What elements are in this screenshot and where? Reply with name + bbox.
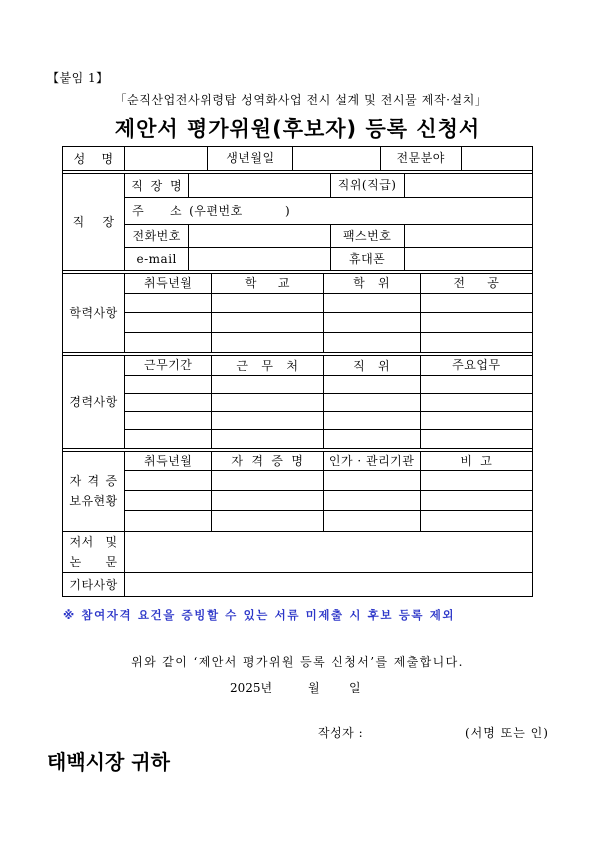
phone-row — [63, 225, 532, 248]
recipient: 태백시장 귀하 — [47, 750, 170, 774]
career-cell — [212, 430, 323, 448]
career-row — [63, 394, 532, 412]
career-cell — [125, 412, 212, 430]
date-year: 2025년 — [230, 681, 273, 695]
notice-text: ※ 참여자격 요건을 증빙할 수 있는 서류 미제출 시 후보 등록 제외 — [63, 608, 456, 622]
company-row — [63, 174, 532, 198]
education-cell — [212, 293, 323, 313]
certificates-cell — [125, 511, 212, 531]
education-cell — [323, 293, 420, 313]
certificates-header-name: 자 격 증 명 — [231, 454, 304, 468]
career-cell — [212, 376, 323, 394]
certificates-section — [63, 452, 532, 531]
career-header-position: 직 위 — [353, 358, 391, 373]
fax-label: 팩스번호 — [330, 225, 404, 248]
certificates-cell — [323, 511, 420, 531]
education-cell — [125, 332, 212, 352]
education-header-degree-cell — [323, 274, 420, 294]
education-row — [63, 293, 532, 313]
date-day: 일 — [349, 681, 361, 695]
certificates-section-label-line1: 자 격 증 — [69, 474, 118, 488]
workplace-section-label: 직 장 — [72, 214, 115, 229]
workplace-section-label-cell — [63, 174, 125, 270]
career-header-workplace: 근 무 처 — [236, 358, 299, 373]
email-row — [63, 248, 532, 270]
company-label: 직 장 명 — [131, 178, 183, 193]
career-cell — [323, 394, 420, 412]
fax-value-cell — [404, 225, 532, 248]
career-section — [63, 356, 532, 448]
education-header-school-cell — [212, 274, 323, 294]
certificates-cell — [212, 511, 323, 531]
workplace-section — [63, 174, 532, 270]
birth-date-label: 생년월일 — [208, 147, 293, 170]
address-label: 주 소 — [132, 204, 183, 219]
position-value-cell — [404, 174, 532, 198]
phone-value-cell — [189, 225, 330, 248]
name-label: 성 명 — [73, 151, 114, 166]
publications-row — [63, 532, 532, 573]
company-value-cell — [189, 174, 330, 198]
attachment-label: 【붙임 1】 — [47, 71, 109, 85]
publications-other-section — [63, 532, 532, 597]
education-row — [63, 313, 532, 333]
certificates-cell — [212, 491, 323, 511]
certificates-header-issuer: 인가 · 관리기관 — [323, 452, 420, 471]
certificates-cell — [323, 471, 420, 491]
certificates-header-name-cell — [212, 452, 323, 471]
certificates-section-label-line2: 보유현황 — [69, 494, 118, 508]
education-section-label: 학력사항 — [63, 274, 125, 352]
specialty-value-cell — [461, 147, 532, 170]
basic-info-section — [63, 147, 532, 170]
career-cell — [323, 376, 420, 394]
certificates-cell — [125, 491, 212, 511]
certificates-row — [63, 511, 532, 531]
address-cell — [125, 198, 532, 225]
project-title: 「순직산업전사위령탑 성역화사업 전시 설계 및 전시물 제작·설치」 — [114, 93, 488, 107]
education-row — [63, 332, 532, 352]
career-section-label: 경력사항 — [63, 356, 125, 448]
phone-label: 전화번호 — [125, 225, 189, 248]
postal-code-label: (우편번호 ) — [189, 204, 291, 219]
career-cell — [420, 412, 532, 430]
basic-info-row — [63, 147, 532, 170]
career-row — [63, 430, 532, 448]
other-label: 기타사항 — [63, 573, 125, 597]
publications-label-line1: 저서 및 — [69, 534, 118, 549]
certificates-cell — [420, 471, 532, 491]
birth-date-value-cell — [293, 147, 380, 170]
education-header-school: 학 교 — [244, 276, 290, 291]
address-label-box — [125, 204, 189, 219]
publications-value-cell — [125, 532, 532, 573]
other-value-cell — [125, 573, 532, 597]
certificates-cell — [125, 471, 212, 491]
education-cell — [212, 332, 323, 352]
education-cell — [125, 293, 212, 313]
career-cell — [323, 412, 420, 430]
address-row — [63, 198, 532, 225]
certificates-header-row — [63, 452, 532, 471]
position-label: 직위(직급) — [330, 174, 404, 198]
email-label: e-mail — [125, 248, 189, 270]
certificates-cell — [212, 471, 323, 491]
date-month: 월 — [308, 681, 320, 695]
career-cell — [420, 376, 532, 394]
certificates-cell — [420, 511, 532, 531]
career-header-duties: 주요업무 — [420, 356, 532, 376]
career-cell — [125, 376, 212, 394]
application-form-table — [62, 146, 533, 597]
education-cell — [212, 313, 323, 333]
name-value-cell — [125, 147, 208, 170]
certificates-row — [63, 491, 532, 511]
publications-label-cell — [63, 532, 125, 573]
education-header-row — [63, 274, 532, 294]
education-section — [63, 274, 532, 352]
mobile-value-cell — [404, 248, 532, 270]
education-header-major: 전 공 — [453, 276, 500, 291]
declaration-text: 위와 같이 ‘제안서 평가위원 등록 신청서’를 제출합니다. — [131, 655, 464, 669]
specialty-label: 전문분야 — [380, 147, 461, 170]
certificates-section-label-cell — [63, 452, 125, 531]
career-header-period: 근무기간 — [125, 356, 212, 376]
email-value-cell — [189, 248, 330, 270]
education-header-date: 취득년월 — [125, 274, 212, 294]
education-cell — [323, 332, 420, 352]
career-cell — [125, 394, 212, 412]
education-cell — [420, 313, 532, 333]
mobile-label: 휴대폰 — [330, 248, 404, 270]
company-label-cell — [125, 174, 189, 198]
name-label-cell — [63, 147, 125, 170]
career-header-row — [63, 356, 532, 376]
career-cell — [420, 430, 532, 448]
signature-hint: (서명 또는 인) — [465, 726, 549, 740]
certificates-cell — [323, 491, 420, 511]
education-header-degree: 학 위 — [353, 276, 391, 291]
form-title: 제안서 평가위원(후보자) 등록 신청서 — [114, 117, 481, 141]
author-label: 작성자 : — [318, 726, 364, 740]
other-row — [63, 573, 532, 597]
publications-label-line2: 논 문 — [69, 554, 118, 569]
certificates-header-remarks-cell — [420, 452, 532, 471]
education-cell — [125, 313, 212, 333]
certificates-row — [63, 471, 532, 491]
education-header-major-cell — [420, 274, 532, 294]
certificates-header-remarks: 비 고 — [460, 454, 493, 468]
education-cell — [323, 313, 420, 333]
career-cell — [125, 430, 212, 448]
education-cell — [420, 293, 532, 313]
career-row — [63, 376, 532, 394]
education-cell — [420, 332, 532, 352]
career-header-workplace-cell — [212, 356, 323, 376]
certificates-header-date: 취득년월 — [125, 452, 212, 471]
career-row — [63, 412, 532, 430]
certificates-cell — [420, 491, 532, 511]
career-cell — [420, 394, 532, 412]
career-cell — [323, 430, 420, 448]
career-cell — [212, 412, 323, 430]
career-cell — [212, 394, 323, 412]
career-header-position-cell — [323, 356, 420, 376]
